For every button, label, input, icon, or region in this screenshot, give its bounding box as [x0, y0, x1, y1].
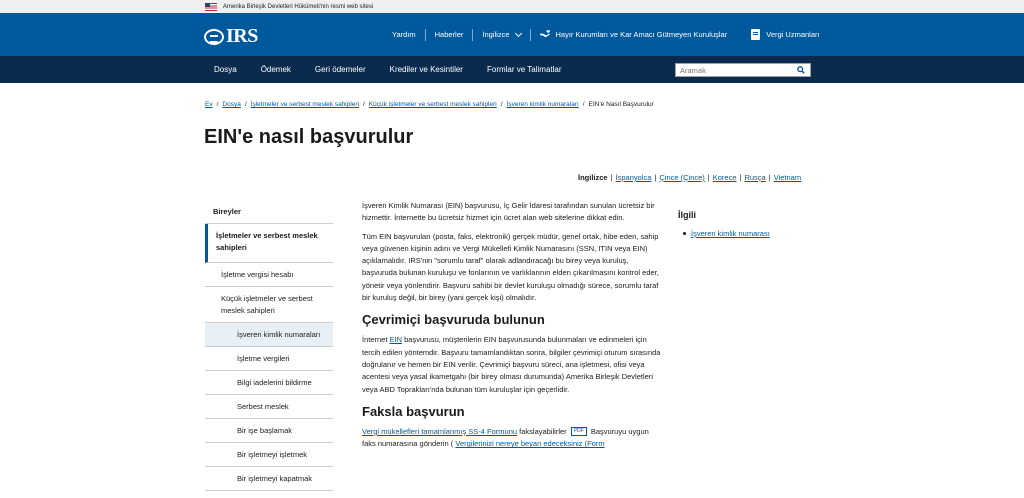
news-link[interactable]: Haberler — [434, 30, 464, 39]
sidebar-item-business-tax-account[interactable]: İşletme vergisi hesabı — [205, 263, 333, 287]
intro-paragraph: İşveren Kimlik Numarası (EIN) başvurusu, İç Gelir İdaresi tarafından sunulan ücretsiz bir hizmettir. İnternette bu ücretsiz hizmet için ücret alan web sitelerine dikkat edin. — [362, 201, 655, 223]
language-label: İngilizce — [482, 30, 510, 39]
related-heading: İlgili — [678, 210, 696, 220]
us-flag-icon — [205, 3, 217, 11]
sidebar-item-closing-business[interactable]: Bir işletmeyi kapatmak — [205, 467, 333, 491]
divider — [425, 29, 426, 41]
divider — [472, 29, 473, 41]
help-link[interactable]: Yardım — [392, 30, 416, 39]
logo-text: IRS — [226, 25, 258, 47]
related-list — [678, 229, 818, 238]
nav-item-refunds[interactable]: Geri ödemeler — [314, 65, 366, 74]
nav-item-credits[interactable]: Krediler ve Kesintiler — [389, 65, 463, 74]
sidebar-item-information-returns[interactable]: Bilgi iadelerini bildirme — [205, 371, 333, 395]
tax-pros-link[interactable] — [751, 29, 819, 40]
site-header — [0, 13, 1024, 56]
responsible-party-paragraph: Tüm EIN başvuruları (posta, faks, elektronik) gerçek müdür, genel ortak, hibe eden, sahip veya güvenen kişinin adını ve Vergi Mükellefi Kimlik Numarasını (SSN, ITIN veya EIN) açıklamalıdır. IRS'nin "sorumlu taraf" olarak adlandıracağı bu birey veya kuruluş, başvuruda bulunan kuruluşu ve fonlarının ve varlıklarının elden çıkarılmasını kontrol eder, yönetir veya yönlendirir. Başvuru sahibi bir devlet kuruluşu olmadığı sürece, sorumlu taraf bir kuruluş değil, bir birey (yani gerçek kişi) olmalıdır. — [362, 231, 659, 303]
breadcrumb-home[interactable]: Ev — [205, 101, 213, 108]
language-korean[interactable]: Korece — [712, 173, 737, 182]
nav-items — [214, 56, 586, 83]
language-switcher: İngilizce | İspanyolca | Çince (Çince) | Korece | Rusça | Vietnam — [578, 173, 802, 182]
main-nav — [0, 56, 1024, 83]
sidebar-item-self-employed[interactable]: Serbest meslek — [205, 395, 333, 419]
online-paragraph: İnternet EIN başvurusu, müşterilerin EIN başvurusunda bulunmaları ve edinmeleri için tercih edilen yöntemdir. Başvuru tamamlandıktan sonra, bilgiler çevrimiçi oturum sırasında doğrulanır ve hemen bir EIN verilir. Çevrimiçi başvuru süreci, ana işletmesi, ofisi veya acentesi veya yasal ikametgahı (bir birey olması durumunda) Amerika Birleşik Devletleri veya ABD Toprakları'nda bulunan tüm kuruluşlar için geçerlidir. — [362, 335, 661, 394]
search-icon — [797, 66, 805, 74]
hand-heart-icon — [540, 30, 551, 39]
related-panel — [678, 210, 818, 238]
breadcrumb: Ev / Dosya / İşletmeler ve serbest meslek sahipleri / Küçük işletmeler ve serbest meslek sahipleri / İşveren kimlik numaraları / EIN'e Nasıl Başvurulur — [205, 101, 654, 108]
language-current: İngilizce — [578, 173, 608, 182]
sidebar-heading[interactable]: Bireyler — [205, 200, 333, 224]
nav-item-pay[interactable]: Ödemek — [260, 65, 291, 74]
language-vietnamese[interactable]: Vietnam — [773, 173, 802, 182]
where-to-file-link[interactable]: Vergilerinizi nereye beyan edeceksiniz (Form — [455, 439, 605, 449]
language-russian[interactable]: Rusça — [744, 173, 766, 182]
fax-heading: Faksla başvurun — [362, 403, 465, 419]
search-input[interactable] — [676, 64, 794, 76]
breadcrumb-small-business[interactable]: Küçük işletmeler ve serbest meslek sahipleri — [368, 101, 497, 108]
charities-link[interactable] — [540, 30, 728, 39]
language-chinese[interactable]: Çince (Çince) — [659, 173, 705, 182]
sidebar-item-operating-business[interactable]: Bir işletmeyi işletmek — [205, 443, 333, 467]
sidebar-item-starting-business[interactable]: Bir işe başlamak — [205, 419, 333, 443]
chevron-down-icon — [514, 29, 521, 36]
irs-eagle-icon — [204, 29, 224, 45]
related-link-ein[interactable]: İşveren kimlik numarası — [691, 229, 770, 238]
pdf-badge: PDF — [571, 427, 587, 436]
ein-online-link[interactable]: EIN — [389, 335, 403, 345]
nav-item-file[interactable]: Dosya — [214, 65, 237, 74]
sidebar-item-business-taxes[interactable]: İşletme vergileri — [205, 347, 333, 371]
language-dropdown[interactable] — [482, 30, 520, 39]
form-ss4-link[interactable]: Vergi mükellefleri tamamlanmış SS-4 Formunu — [362, 426, 518, 436]
nav-item-forms[interactable]: Formlar ve Talimatlar — [486, 65, 562, 74]
language-spanish[interactable]: İspanyolca — [615, 173, 652, 182]
breadcrumb-ein[interactable]: İşveren kimlik numaraları — [506, 101, 579, 108]
breadcrumb-current: EIN'e Nasıl Başvurulur — [588, 101, 654, 108]
gov-banner — [0, 0, 1024, 13]
header-links — [392, 13, 820, 56]
breadcrumb-businesses[interactable]: İşletmeler ve serbest meslek sahipleri — [250, 101, 360, 108]
sidebar-item-small-business[interactable]: Küçük işletmeler ve serbest meslek sahipleri — [205, 287, 333, 323]
online-heading: Çevrimiçi başvuruda bulunun — [362, 312, 545, 328]
tax-pros-label: Vergi Uzmanları — [766, 30, 820, 39]
divider — [530, 29, 531, 41]
gov-banner-text: Amerika Birleşik Devletleri Hükümeti'nin resmi web sitesi — [223, 3, 374, 10]
sidebar-item-employer-id-numbers[interactable]: İşveren kimlik numaraları — [205, 323, 333, 347]
related-item — [678, 229, 818, 238]
sidebar-nav — [205, 200, 333, 491]
book-icon — [751, 29, 760, 40]
search-box — [675, 63, 811, 77]
page-title: EIN'e nasıl başvurulur — [204, 126, 414, 148]
search-button[interactable] — [794, 64, 808, 76]
main-content — [362, 200, 662, 456]
sidebar-section-businesses[interactable]: İşletmeler ve serbest meslek sahipleri — [205, 224, 333, 263]
charities-label: Hayır Kurumları ve Kar Amacı Gütmeyen Kuruluşlar — [555, 30, 728, 39]
fax-paragraph: Vergi mükellefleri tamamlanmış SS-4 Formunu fakslayabilirler PDF Başvuruyu uygun faks numarasına gönderin ( Vergilerinizi nereye beyan edeceksiniz (Form — [362, 426, 649, 449]
irs-logo[interactable] — [204, 25, 258, 48]
breadcrumb-file[interactable]: Dosya — [222, 101, 241, 108]
